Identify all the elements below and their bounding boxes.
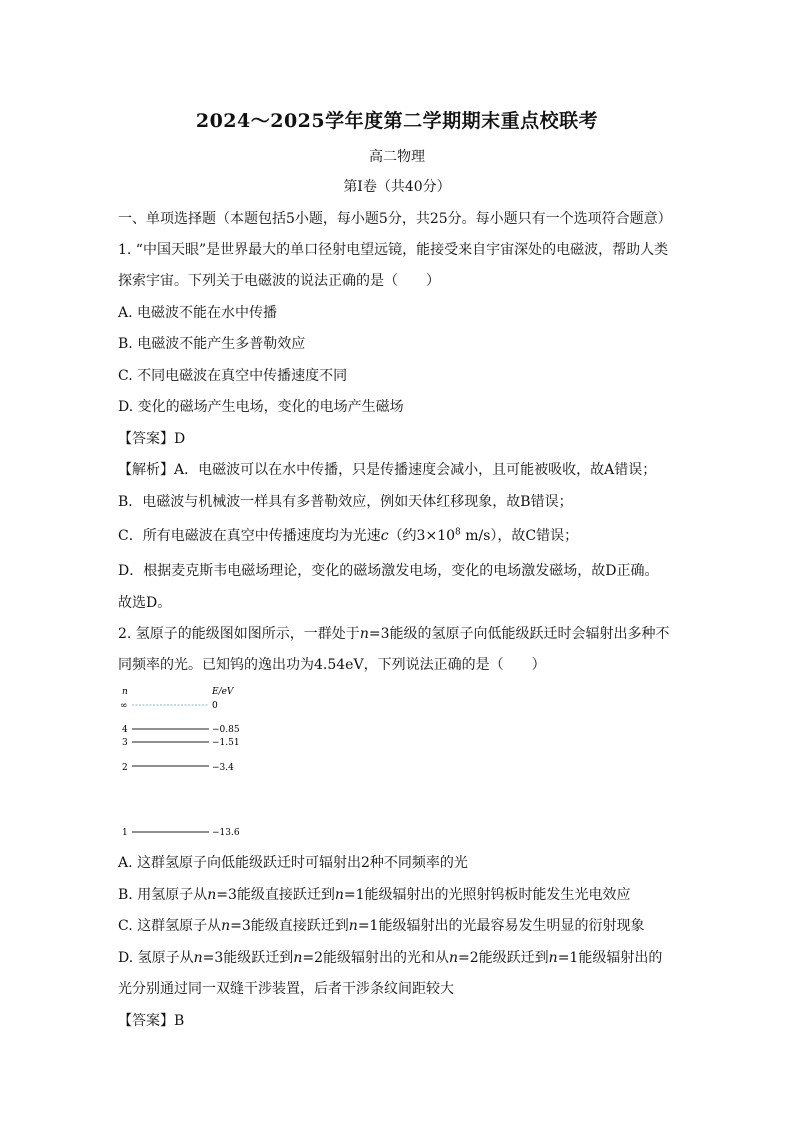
q1-stem-line1: 1. “中国天眼”是世界最大的单口径射电望远镜，能接受来自宇宙深处的电磁波，帮助人类 [118,242,669,258]
q2-stem-text-a: 2. 氢原子的能级图如图所示，一群处于 [118,626,360,642]
q2-option-d-line2: 光分别通过同一双缝干涉装置，后者干涉条纹间距较大 [118,981,454,997]
q1-option-b: B. 电磁波不能产生多普勒效应 [118,336,306,352]
q2-option-d-mid2: =2能级辐射出的光和从 [302,950,449,966]
q2-option-d-line1 [118,947,662,967]
level-e-1: −13.6 [212,828,240,838]
q2-option-c [118,915,644,935]
diagram-n-label: n [122,687,128,697]
level-n-3: 3 [122,738,128,748]
subject-label: 高二物理 [369,149,425,165]
q1-stem-line2: 探索宇宙。下列关于电磁波的说法正确的是（ ） [118,273,440,289]
q1-conclusion: 故选D。 [118,595,172,611]
q2-option-b [118,884,631,904]
level-e-3: −1.51 [212,738,240,748]
n-var: n [207,887,217,903]
q2-option-b-pre: B. 用氢原子从 [118,887,208,903]
q1-analysis-c [118,525,578,545]
q2-stem-line2: 同频率的光。已知钨的逸出功为4.54eV，下列说法正确的是（ ） [118,657,546,673]
n-var: n [548,950,558,966]
level-n-1: 1 [122,828,128,838]
q1-analysis-c-paren: （约3×10 [388,528,456,544]
q1-option-d: D. 变化的磁场产生电场，变化的电场产生磁场 [118,399,404,415]
n-var: n [193,950,203,966]
n-var: n [293,950,303,966]
level-e-4: −0.85 [212,725,240,735]
q1-analysis-a: 【解析】A．电磁波可以在水中传播，只是传播速度会减小，且可能被吸收，故A错误； [118,462,657,478]
q2-option-b-post: =1能级辐射出的光照射钨板时能发生光电效应 [343,887,631,903]
n-var: n [448,950,459,966]
exponent: 8 [455,527,461,538]
q1-analysis-b: B．电磁波与机械波一样具有多普勒效应，例如天体红移现象，故B错误； [118,494,573,510]
q2-option-a: A. 这群氢原子向低能级跃迁时可辐射出2种不同频率的光 [118,855,468,871]
q2-option-d-mid3: =2能级跃迁到 [458,950,549,966]
q2-option-b-mid: =3能级直接跃迁到 [216,887,335,903]
q1-option-a: A. 电磁波不能在水中传播 [118,305,278,321]
level-n-2: 2 [122,763,128,773]
page-title: 2024～2025学年度第二学期期末重点校联考 [195,110,599,132]
q2-answer: 【答案】B [118,1013,185,1029]
q2-option-c-post: =1能级辐射出的光最容易发生明显的衍射现象 [357,918,645,934]
q1-answer: 【答案】D [118,431,186,447]
volume-label: 第Ⅰ卷（共40分） [343,179,451,195]
q1-analysis-c-text: C．所有电磁波在真空中传播速度均为光速 [118,528,381,544]
q2-stem-line1 [118,623,669,643]
q2-option-d-pre: D. 氢原子从 [118,950,194,966]
q1-analysis-d: D．根据麦克斯韦电磁场理论，变化的磁场激发电场，变化的电场激发磁场，故D正确。 [118,563,659,579]
n-var: n [348,918,358,934]
energy-level-diagram [116,684,256,838]
q2-option-d-post: =1能级辐射出的 [557,950,663,966]
q2-option-c-mid: =3能级直接跃迁到 [230,918,349,934]
q2-option-c-pre: C. 这群氢原子从 [118,918,222,934]
n-var: n [221,918,231,934]
light-speed-symbol: c [380,528,389,544]
section-heading: 一、单项选择题（本题包括5小题，每小题5分，共25分。每小题只有一个选项符合题意） [118,211,672,227]
q1-option-c: C. 不同电磁波在真空中传播速度不同 [118,368,348,384]
q2-option-d-mid1: =3能级跃迁到 [202,950,294,966]
level-n-4: 4 [122,725,128,735]
n-var: n [359,626,369,642]
diagram-e-label: E/eV [212,687,234,697]
n-var: n [334,887,344,903]
level-e-infinity: 0 [212,701,218,711]
q2-stem-text-b: =3能级的氢原子向低能级跃迁时会辐射出多种不 [368,626,670,642]
q1-analysis-c-end: m/s），故C错误； [460,528,579,544]
level-n-infinity: ∞ [120,701,128,711]
level-e-2: −3.4 [212,763,234,773]
